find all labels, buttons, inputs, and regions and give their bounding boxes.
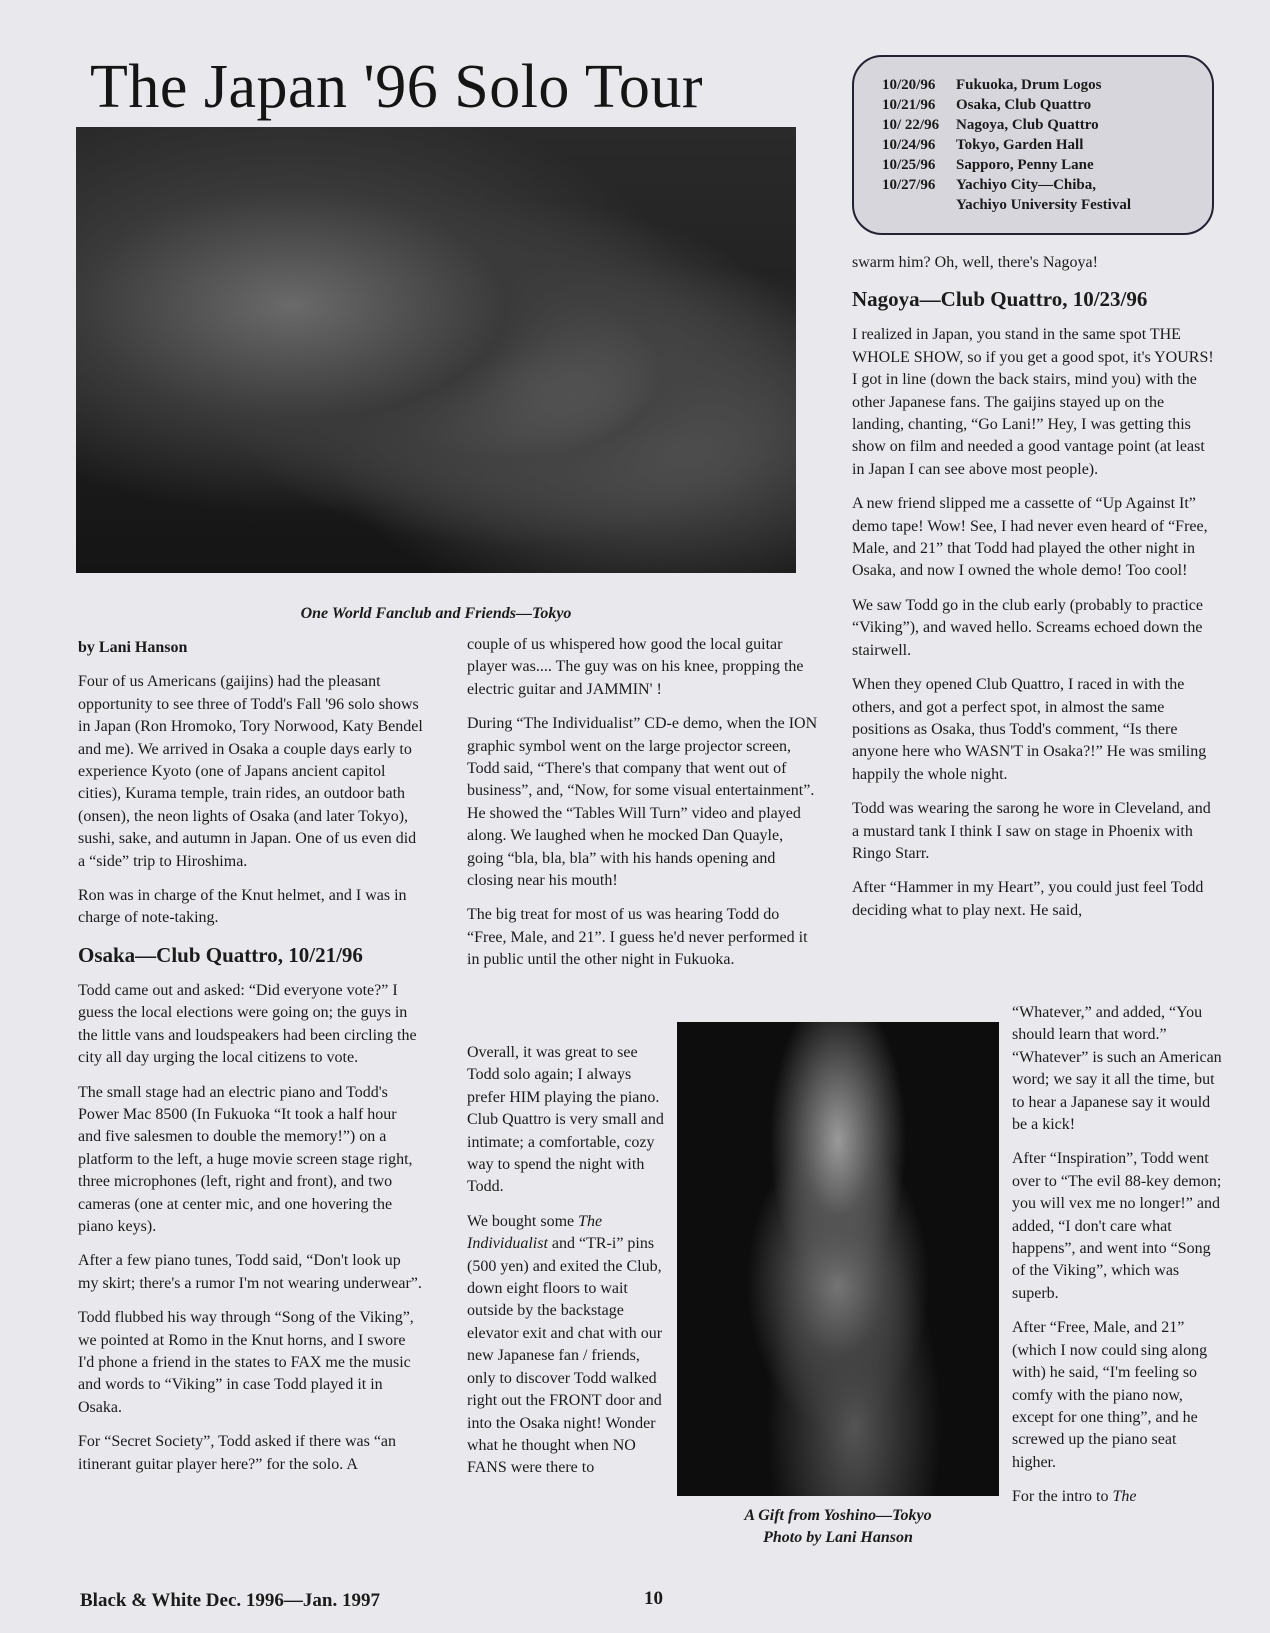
schedule-date: 10/24/96 xyxy=(882,137,936,153)
paragraph: After “Hammer in my Heart”, you could just feel Todd deciding what to play next. He said, xyxy=(852,879,1204,919)
paragraph: “Whatever,” and added, “You should learn that word.” “Whatever” is such an American word; we say it all the time, but to hear a Japanese say it would be a kick! xyxy=(1012,1004,1222,1134)
schedule-venue: Fukuoka, Drum Logos xyxy=(956,77,1102,93)
publication-footer: Black & White Dec. 1996—Jan. 1997 xyxy=(80,1590,380,1611)
schedule-date: 10/25/96 xyxy=(882,157,936,173)
schedule-row xyxy=(882,95,1212,115)
paragraph: couple of us whispered how good the local guitar player was.... The guy was on his knee, propping the electric guitar and JAMMIN' ! xyxy=(467,636,804,698)
paragraph: The small stage had an electric piano and Todd's Power Mac 8500 (In Fukuoka “It took a half hour and five salesmen to double the memory!”) on a platform to the left, a huge movie screen stage right, three microphones (left, right and front), and two cameras (one at center mic, and one hovering the piano keys). xyxy=(78,1083,413,1235)
right-column-top xyxy=(852,252,1217,934)
paragraph: When they opened Club Quattro, I raced in with the others, and got a perfect spot, in almost the same positions as Osaka, thus Todd's comment, “Is there anyone here who WASN'T in Osaka?!” He was smiling happily the whole night. xyxy=(852,676,1207,783)
byline: by Lani Hanson xyxy=(78,639,188,656)
text: We bought some xyxy=(467,1212,579,1230)
schedule-row xyxy=(882,175,1212,195)
schedule-date: 10/ 22/96 xyxy=(882,117,940,133)
right-column-bottom xyxy=(1012,1002,1222,1521)
article-title: The Japan '96 Solo Tour xyxy=(90,53,704,121)
tour-schedule-box xyxy=(852,55,1214,235)
paragraph xyxy=(1012,1486,1222,1508)
paragraph: A new friend slipped me a cassette of “Up Against It” demo tape! Wow! See, I had never even heard of “Free, Male, and 21” that Todd had played the other night in Osaka, and now I owned the whole demo! Too cool! xyxy=(852,495,1208,580)
paragraph: Todd came out and asked: “Did everyone vote?” I guess the local elections were going on; the guys in the little vans and loudspeakers had been circling the city all day urging the local citizens to vote. xyxy=(78,981,417,1067)
schedule-date: 10/20/96 xyxy=(882,77,936,93)
page-number: 10 xyxy=(644,1588,663,1609)
text: and “TR-i” pins (500 yen) and exited the Club, down eight floors to wait outside by the backstage elevator exit and chat with our new Japanese fan / friends, only to discover Todd walked right out the FRONT door and into the Osaka night! Wonder what he thought when NO FANS were there to xyxy=(467,1235,663,1477)
paragraph: Overall, it was great to see Todd solo again; I always prefer HIM playing the piano. Club Quattro is very small and intimate; a comfortable, cozy way to spend the night with Todd. xyxy=(467,1044,664,1196)
schedule-date: 10/21/96 xyxy=(882,97,936,113)
todd-guitar-photo xyxy=(677,1022,999,1496)
paragraph: Todd flubbed his way through “Song of the Viking”, we pointed at Romo in the Knut horns, and I swore I'd phone a friend in the states to FAX me the music and words to “Viking” in case Todd played it in Osaka. xyxy=(78,1309,414,1416)
schedule-venue: Tokyo, Garden Hall xyxy=(956,137,1084,153)
schedule-date xyxy=(882,195,956,215)
paragraph: I realized in Japan, you stand in the same spot THE WHOLE SHOW, so if you get a good spot, it's YOURS! I got in line (down the back stairs, mind you) with the other Japanese fans. The gaijins stayed up on the landing, chanting, “Go Lani!” Hey, I was getting this show on film and needed a good vantage point (at least in Japan I can see above most people). xyxy=(852,326,1214,478)
paragraph xyxy=(467,1211,672,1480)
schedule-row xyxy=(882,155,1212,175)
paragraph: After a few piano tunes, Todd said, “Don't look up my skirt; there's a rumor I'm not wearing underwear”. xyxy=(78,1252,422,1292)
group-photo xyxy=(76,127,796,573)
paragraph: During “The Individualist” CD-e demo, when the ION graphic symbol went on the large projector screen, Todd said, “There's that company that went out of business”, and, “Now, for some visual entertainment”. He showed the “Tables Will Turn” video and played along. We laughed when he mocked Dan Quayle, going “bla, bla, bla” with his hands opening and closing near his mouth! xyxy=(467,715,818,890)
paragraph: swarm him? Oh, well, there's Nagoya! xyxy=(852,254,1098,271)
middle-column-top xyxy=(467,634,819,984)
schedule-venue: Yachiyo University Festival xyxy=(956,197,1131,213)
schedule-venue: Osaka, Club Quattro xyxy=(956,97,1092,113)
paragraph: After “Free, Male, and 21” (which I now could sing along with) he said, “I'm feeling so comfy with the piano now, except for one thing”, and he screwed up the piano seat higher. xyxy=(1012,1319,1208,1471)
schedule-venue: Nagoya, Club Quattro xyxy=(956,117,1099,133)
schedule-row xyxy=(882,75,1212,95)
schedule-date: 10/27/96 xyxy=(882,177,936,193)
schedule-venue: Sapporo, Penny Lane xyxy=(956,157,1094,173)
middle-column-bottom xyxy=(467,1042,672,1492)
text: For the intro to xyxy=(1012,1488,1113,1506)
album-title: The Individualist xyxy=(467,1212,603,1253)
album-title: The xyxy=(1112,1488,1137,1506)
section-heading-osaka: Osaka—Club Quattro, 10/21/96 xyxy=(78,942,363,967)
schedule-venue: Yachiyo City—Chiba, xyxy=(956,177,1097,193)
group-photo-caption: One World Fanclub and Friends—Tokyo xyxy=(300,605,572,622)
paragraph: We saw Todd go in the club early (probably to practice “Viking”), and waved hello. Screams echoed down the stairwell. xyxy=(852,596,1203,659)
left-column xyxy=(78,637,423,1488)
schedule-row xyxy=(882,195,1212,215)
photo-credit: Photo by Lani Hanson xyxy=(763,1529,913,1546)
schedule-row xyxy=(882,115,1212,135)
paragraph: The big treat for most of us was hearing Todd do “Free, Male, and 21”. I guess he'd never performed it in public until the other night in Fukuoka. xyxy=(467,906,808,969)
paragraph: Ron was in charge of the Knut helmet, and I was in charge of note-taking. xyxy=(78,887,407,927)
paragraph: After “Inspiration”, Todd went over to “The evil 88-key demon; you will vex me no longer!” and added, “I don't care what happens”, and went into “Song of the Viking”, which was superb. xyxy=(1012,1150,1222,1302)
section-heading-nagoya: Nagoya—Club Quattro, 10/23/96 xyxy=(852,287,1148,312)
schedule-row xyxy=(882,135,1212,155)
todd-photo-caption xyxy=(677,1505,999,1549)
caption-line: A Gift from Yoshino—Tokyo xyxy=(744,1507,932,1524)
paragraph: For “Secret Society”, Todd asked if there was “an itinerant guitar player here?” for the solo. A xyxy=(78,1433,397,1473)
paragraph: Four of us Americans (gaijins) had the pleasant opportunity to see three of Todd's Fall '96 solo shows in Japan (Ron Hromoko, Tory Norwood, Katy Bendel and me). We arrived in Osaka a couple days early to experience Kyoto (one of Japans ancient capitol cities), Kurama temple, train rides, an outdoor bath (onsen), the neon lights of Osaka (and later Tokyo), sushi, sake, and autumn in Japan. One of us even did a “side” trip to Hiroshima. xyxy=(78,673,423,870)
paragraph: Todd was wearing the sarong he wore in Cleveland, and a mustard tank I think I saw on stage in Phoenix with Ringo Starr. xyxy=(852,800,1211,862)
